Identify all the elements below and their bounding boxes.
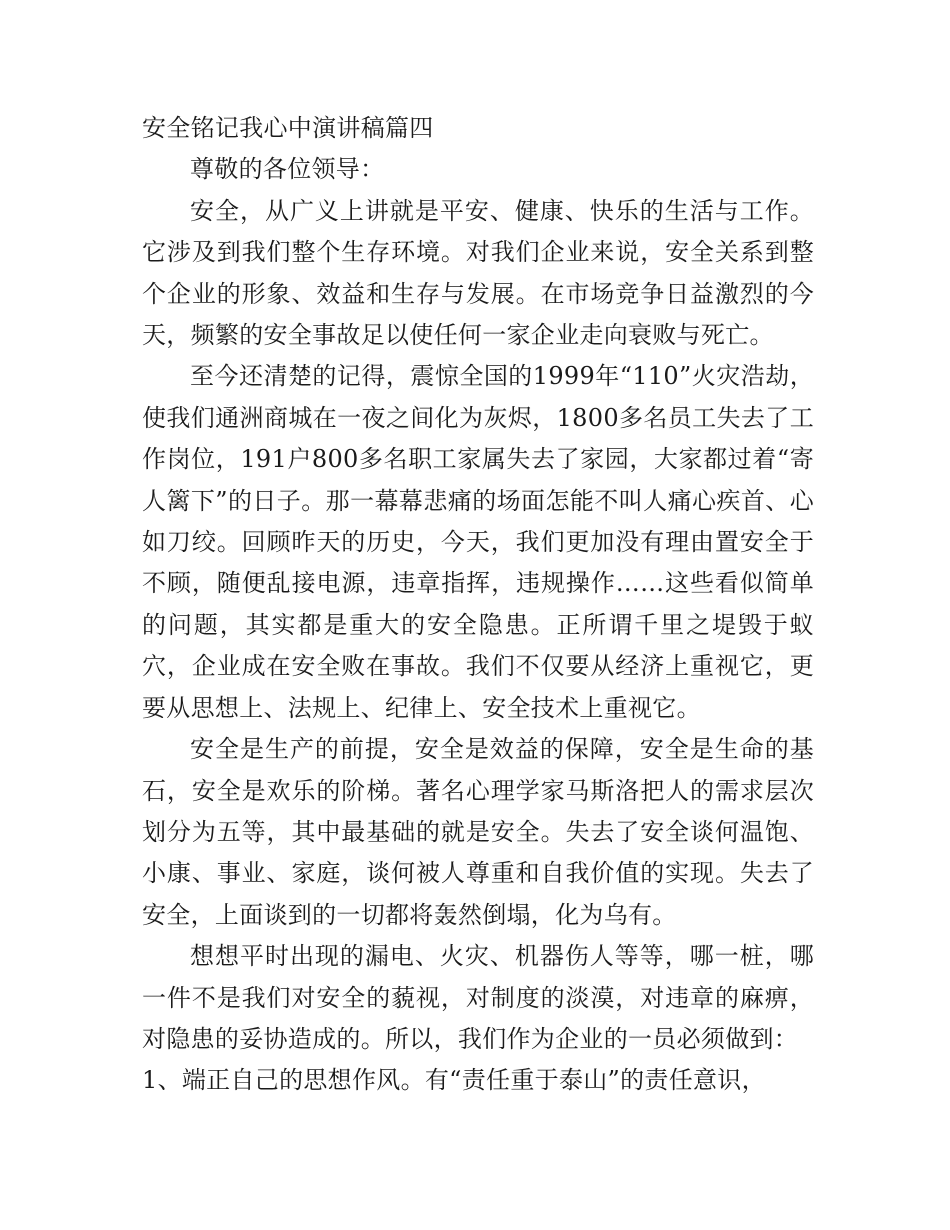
paragraph-safety-definition: 安全，从广义上讲就是平安、健康、快乐的生活与工作。它涉及到我们整个生存环境。对我们企业来说，安全关系到整个企业的形象、效益和生存与发展。在市场竞争日益激烈的今天，频繁的安全事故足以使任何一家企业走向衰败与死亡。 xyxy=(142,196,814,350)
paragraph-daily-hazards: 想想平时出现的漏电、火灾、机器伤人等等，哪一桩，哪一件不是我们对安全的藐视，对制度的淡漠，对违章的麻痹，对隐患的妥协造成的。所以，我们作为企业的一员必须做到： xyxy=(142,942,814,1053)
paragraph-fire-disaster: 至今还清楚的记得，震惊全国的1999年“110”火灾浩劫，使我们通洲商城在一夜之间化为灰烬，1800多名员工失去了工作岗位，191户800多名职工家属失去了家园，大家都过着“寄人篱下”的日子。那一幕幕悲痛的场面怎能不叫人痛心疾首、心如刀绞。回顾昨天的历史，今天，我们更加没有理由置安全于不顾，随便乱接电源，违章指挥，违规操作……这些看似简单的问题，其实都是重大的安全隐患。正所谓千里之堤毁于蚁穴，企业成在安全败在事故。我们不仅要从经济上重视它，更要从思想上、法规上、纪律上、安全技术上重视它。 xyxy=(142,362,814,722)
document-body xyxy=(142,108,814,1102)
document-title: 安全铭记我心中演讲稿篇四 xyxy=(142,114,434,142)
paragraph-safety-foundation: 安全是生产的前提，安全是效益的保障，安全是生命的基石，安全是欢乐的阶梯。著名心理学家马斯洛把人的需求层次划分为五等，其中最基础的就是安全。失去了安全谈何温饱、小康、事业、家庭，谈何被人尊重和自我价值的实现。失去了安全，上面谈到的一切都将轰然倒塌，化为乌有。 xyxy=(142,735,814,929)
salutation: 尊敬的各位领导： xyxy=(190,155,385,184)
list-item-1: 1、端正自己的思想作风。有“责任重于泰山”的责任意识， xyxy=(142,1066,766,1095)
